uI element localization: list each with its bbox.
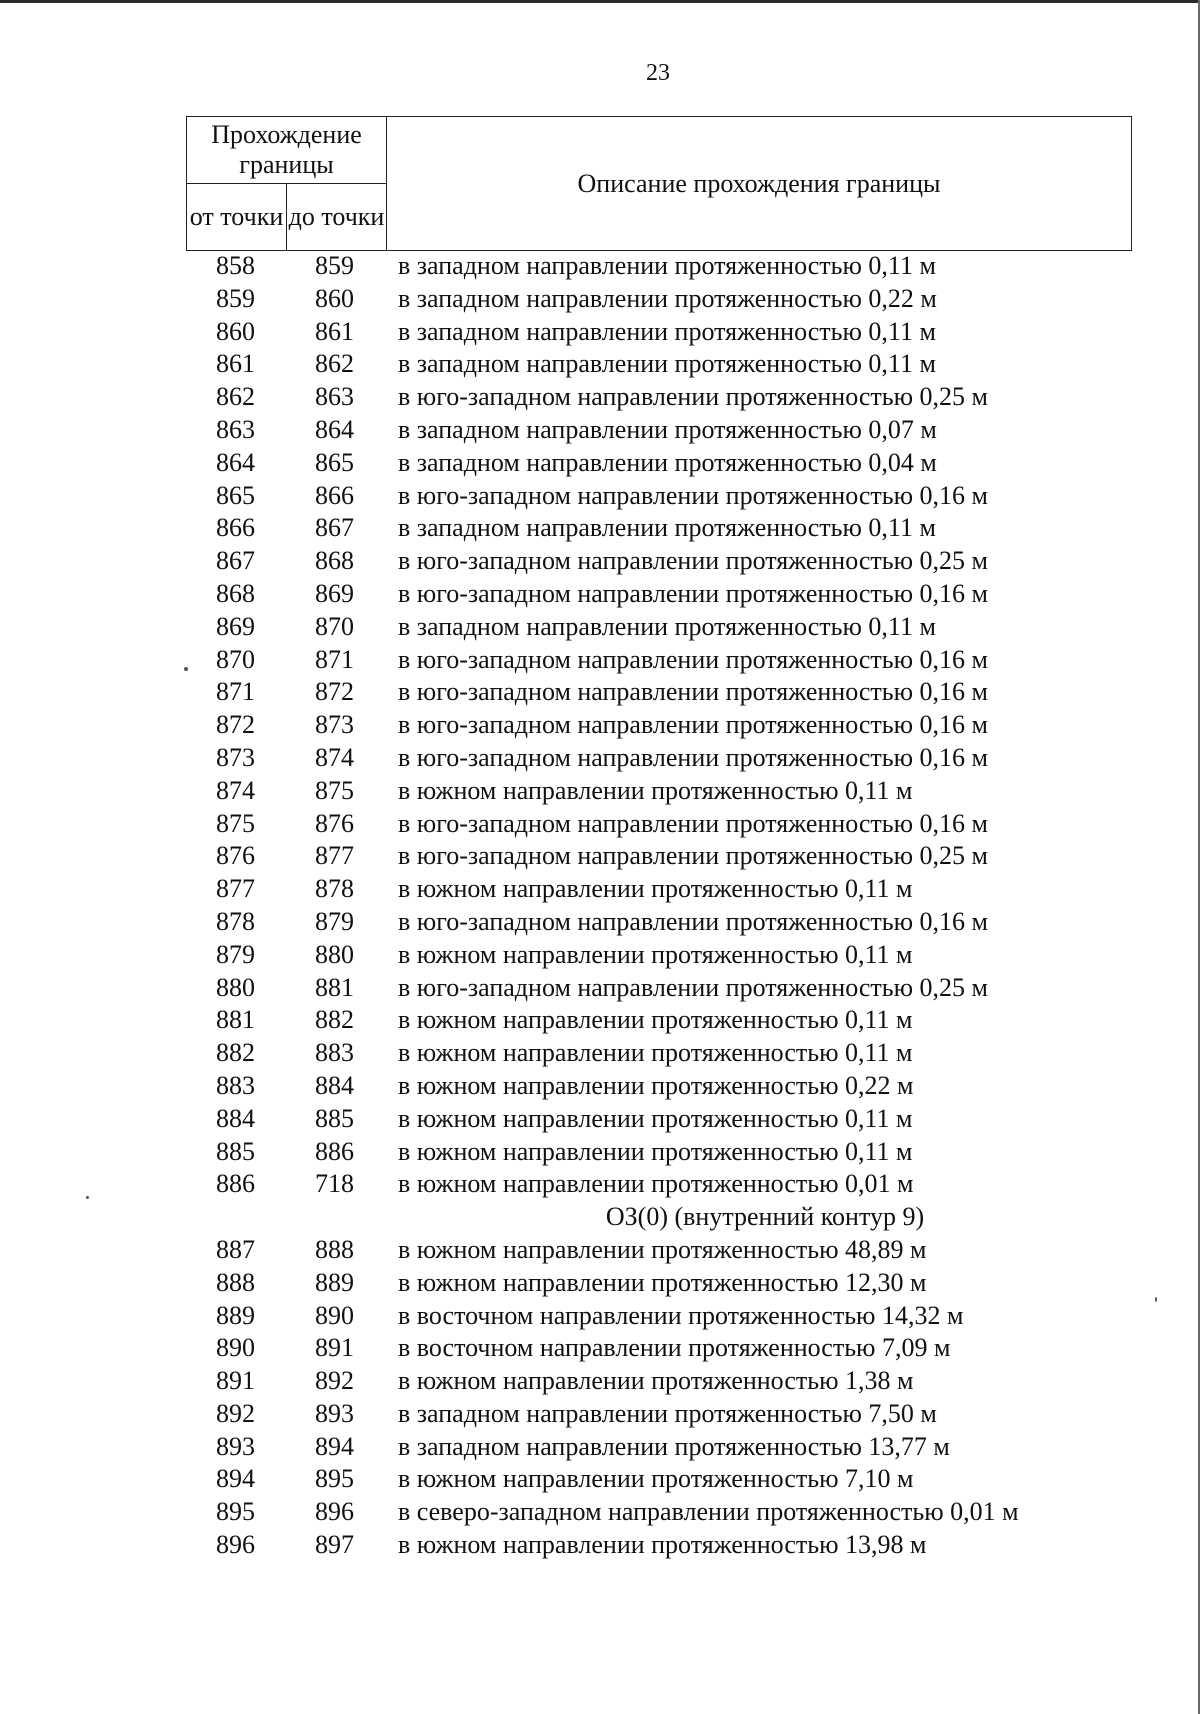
table-row xyxy=(186,644,1186,677)
point-to: 867 xyxy=(315,513,354,543)
point-to: 866 xyxy=(315,480,354,510)
point-to: 882 xyxy=(315,1005,354,1035)
point-from: 873 xyxy=(216,742,255,772)
point-from: 890 xyxy=(216,1333,255,1363)
scan-speck xyxy=(1155,1297,1157,1302)
point-from: 872 xyxy=(216,710,255,740)
point-to: 884 xyxy=(315,1070,354,1100)
point-from: 894 xyxy=(216,1464,255,1494)
table-row xyxy=(186,775,1186,808)
point-from: 881 xyxy=(216,1005,255,1035)
point-to: 892 xyxy=(315,1366,354,1396)
scan-speck xyxy=(184,667,188,671)
point-to: 868 xyxy=(315,546,354,576)
boundary-description: в юго-западном направлении протяженностью 0,25 м xyxy=(398,546,988,576)
point-to: 876 xyxy=(315,808,354,838)
boundary-description: в западном направлении протяженностью 0,22 м xyxy=(398,283,937,313)
point-from: 887 xyxy=(216,1234,255,1264)
point-to: 881 xyxy=(315,972,354,1002)
boundary-description: в западном направлении протяженностью 0,11 м xyxy=(398,251,936,280)
table-row xyxy=(186,808,1186,841)
point-from: 885 xyxy=(216,1136,255,1166)
boundary-description: в южном направлении протяженностью 1,38 м xyxy=(398,1366,914,1396)
table-row xyxy=(186,1136,1186,1169)
point-from: 878 xyxy=(216,906,255,936)
table-row xyxy=(186,1529,1186,1562)
point-from: 883 xyxy=(216,1070,255,1100)
header-from: от точки xyxy=(187,184,287,251)
point-from: 860 xyxy=(216,316,255,346)
point-from: 892 xyxy=(216,1398,255,1428)
boundary-description: в южном направлении протяженностью 48,89 м xyxy=(398,1234,927,1264)
table-row xyxy=(186,1037,1186,1070)
table-row xyxy=(186,480,1186,513)
boundary-description: в западном направлении протяженностью 0,11 м xyxy=(398,349,936,379)
point-from: 869 xyxy=(216,611,255,641)
point-to: 864 xyxy=(315,414,354,444)
point-to: 865 xyxy=(315,447,354,477)
point-from: 882 xyxy=(216,1038,255,1068)
point-from: 870 xyxy=(216,644,255,674)
boundary-description: в южном направлении протяженностью 12,30 м xyxy=(398,1267,927,1297)
table-row xyxy=(186,1070,1186,1103)
boundary-description: в юго-западном направлении протяженностью 0,16 м xyxy=(398,644,988,674)
boundary-description: в южном направлении протяженностью 0,01 м xyxy=(398,1169,914,1199)
table-row xyxy=(186,742,1186,775)
point-to: 883 xyxy=(315,1038,354,1068)
table-row xyxy=(186,873,1186,906)
point-from: 874 xyxy=(216,775,255,805)
boundary-description: в юго-западном направлении протяженностью 0,16 м xyxy=(398,710,988,740)
point-from: 877 xyxy=(216,874,255,904)
table-row xyxy=(186,611,1186,644)
table-row xyxy=(186,1496,1186,1529)
boundary-description: в западном направлении протяженностью 0,11 м xyxy=(398,513,936,543)
boundary-description: в восточном направлении протяженностью 7,09 м xyxy=(398,1333,951,1363)
page-number: 23 xyxy=(646,60,670,86)
table-row xyxy=(186,447,1186,480)
boundary-description: в западном направлении протяженностью 0,11 м xyxy=(398,611,936,641)
point-from: 861 xyxy=(216,349,255,379)
point-to: 889 xyxy=(315,1267,354,1297)
point-from: 893 xyxy=(216,1431,255,1461)
point-from: 879 xyxy=(216,939,255,969)
boundary-description: в северо-западном направлении протяженностью 0,01 м xyxy=(398,1497,1019,1527)
table-row xyxy=(186,578,1186,611)
point-to: 870 xyxy=(315,611,354,641)
table-row xyxy=(186,414,1186,447)
scan-speck xyxy=(86,1196,89,1199)
point-from: 862 xyxy=(216,382,255,412)
table-row xyxy=(186,381,1186,414)
point-from: 875 xyxy=(216,808,255,838)
boundary-description: в западном направлении протяженностью 13,77 м xyxy=(398,1431,950,1461)
table-row xyxy=(186,1168,1186,1201)
point-to: 860 xyxy=(315,283,354,313)
table-row xyxy=(186,1004,1186,1037)
point-from: 866 xyxy=(216,513,255,543)
point-from: 864 xyxy=(216,447,255,477)
point-from: 876 xyxy=(216,841,255,871)
point-from: 896 xyxy=(216,1530,255,1560)
point-to: 872 xyxy=(315,677,354,707)
boundary-description: в южном направлении протяженностью 7,10 м xyxy=(398,1464,914,1494)
boundary-description: в западном направлении протяженностью 7,50 м xyxy=(398,1398,937,1428)
boundary-description: в западном направлении протяженностью 0,11 м xyxy=(398,316,936,346)
table-row xyxy=(186,1398,1186,1431)
table-row xyxy=(186,1267,1186,1300)
point-to: 894 xyxy=(315,1431,354,1461)
table-body xyxy=(186,250,1186,1562)
point-from: 858 xyxy=(216,251,255,280)
table-row xyxy=(186,283,1186,316)
table-row xyxy=(186,709,1186,742)
point-to: 895 xyxy=(315,1464,354,1494)
point-to: 891 xyxy=(315,1333,354,1363)
table-row xyxy=(186,1300,1186,1333)
point-from: 871 xyxy=(216,677,255,707)
table-row xyxy=(186,1431,1186,1464)
table-row xyxy=(186,840,1186,873)
boundary-description: в южном направлении протяженностью 0,11 м xyxy=(398,1136,913,1166)
point-from: 891 xyxy=(216,1366,255,1396)
point-to: 880 xyxy=(315,939,354,969)
table-header xyxy=(186,116,1132,251)
header-to: до точки xyxy=(287,184,387,251)
table-row xyxy=(186,316,1186,349)
point-to: 879 xyxy=(315,906,354,936)
scan-edge-top xyxy=(0,0,1200,3)
header-group: Прохождение границы xyxy=(187,117,387,184)
boundary-description: в южном направлении протяженностью 0,22 м xyxy=(398,1070,914,1100)
point-from: 886 xyxy=(216,1169,255,1199)
point-to: 859 xyxy=(315,251,354,280)
table-row xyxy=(186,250,1186,283)
boundary-description: в юго-западном направлении протяженностью 0,25 м xyxy=(398,972,988,1002)
boundary-description: в юго-западном направлении протяженностью 0,16 м xyxy=(398,742,988,772)
point-to: 869 xyxy=(315,578,354,608)
point-from: 868 xyxy=(216,578,255,608)
table-row xyxy=(186,906,1186,939)
section-title: ОЗ(0) (внутренний контур 9) xyxy=(605,1202,925,1232)
boundary-description: в юго-западном направлении протяженностью 0,16 м xyxy=(398,578,988,608)
point-to: 893 xyxy=(315,1398,354,1428)
table-row xyxy=(186,545,1186,578)
table-row xyxy=(186,1103,1186,1136)
boundary-description: в южном направлении протяженностью 0,11 м xyxy=(398,1103,913,1133)
header-description: Описание прохождения границы xyxy=(387,117,1132,251)
point-to: 875 xyxy=(315,775,354,805)
boundary-description: в южном направлении протяженностью 0,11 м xyxy=(398,939,913,969)
boundary-description: в южном направлении протяженностью 0,11 м xyxy=(398,775,913,805)
table-row xyxy=(186,348,1186,381)
point-to: 871 xyxy=(315,644,354,674)
point-to: 863 xyxy=(315,382,354,412)
point-from: 865 xyxy=(216,480,255,510)
table-row xyxy=(186,1332,1186,1365)
boundary-description: в южном направлении протяженностью 0,11 м xyxy=(398,1038,913,1068)
boundary-description: в юго-западном направлении протяженностью 0,16 м xyxy=(398,677,988,707)
table-row xyxy=(186,676,1186,709)
section-row xyxy=(186,1201,1186,1234)
point-to: 885 xyxy=(315,1103,354,1133)
point-to: 861 xyxy=(315,316,354,346)
boundary-description: в южном направлении протяженностью 13,98 м xyxy=(398,1530,927,1560)
boundary-description: в юго-западном направлении протяженностью 0,25 м xyxy=(398,382,988,412)
point-to: 886 xyxy=(315,1136,354,1166)
boundary-description: в юго-западном направлении протяженностью 0,16 м xyxy=(398,906,988,936)
point-from: 859 xyxy=(216,283,255,313)
point-from: 888 xyxy=(216,1267,255,1297)
point-from: 880 xyxy=(216,972,255,1002)
boundary-description: в южном направлении протяженностью 0,11 м xyxy=(398,1005,913,1035)
point-to: 862 xyxy=(315,349,354,379)
point-to: 873 xyxy=(315,710,354,740)
point-to: 888 xyxy=(315,1234,354,1264)
point-to: 897 xyxy=(315,1530,354,1560)
table-row xyxy=(186,1463,1186,1496)
point-from: 863 xyxy=(216,414,255,444)
table-row xyxy=(186,1365,1186,1398)
point-to: 877 xyxy=(315,841,354,871)
point-to: 896 xyxy=(315,1497,354,1527)
point-to: 890 xyxy=(315,1300,354,1330)
table-row xyxy=(186,972,1186,1005)
point-from: 884 xyxy=(216,1103,255,1133)
boundary-description: в западном направлении протяженностью 0,04 м xyxy=(398,447,937,477)
table-row xyxy=(186,1234,1186,1267)
boundary-description: в южном направлении протяженностью 0,11 м xyxy=(398,874,913,904)
boundary-description: в юго-западном направлении протяженностью 0,16 м xyxy=(398,808,988,838)
point-from: 895 xyxy=(216,1497,255,1527)
boundary-description: в юго-западном направлении протяженностью 0,16 м xyxy=(398,480,988,510)
point-from: 889 xyxy=(216,1300,255,1330)
point-to: 874 xyxy=(315,742,354,772)
table-row xyxy=(186,939,1186,972)
boundary-description: в западном направлении протяженностью 0,07 м xyxy=(398,414,937,444)
boundary-description: в юго-западном направлении протяженностью 0,25 м xyxy=(398,841,988,871)
boundary-description: в восточном направлении протяженностью 14,32 м xyxy=(398,1300,964,1330)
table-row xyxy=(186,512,1186,545)
point-from: 867 xyxy=(216,546,255,576)
point-to: 718 xyxy=(315,1169,354,1199)
point-to: 878 xyxy=(315,874,354,904)
